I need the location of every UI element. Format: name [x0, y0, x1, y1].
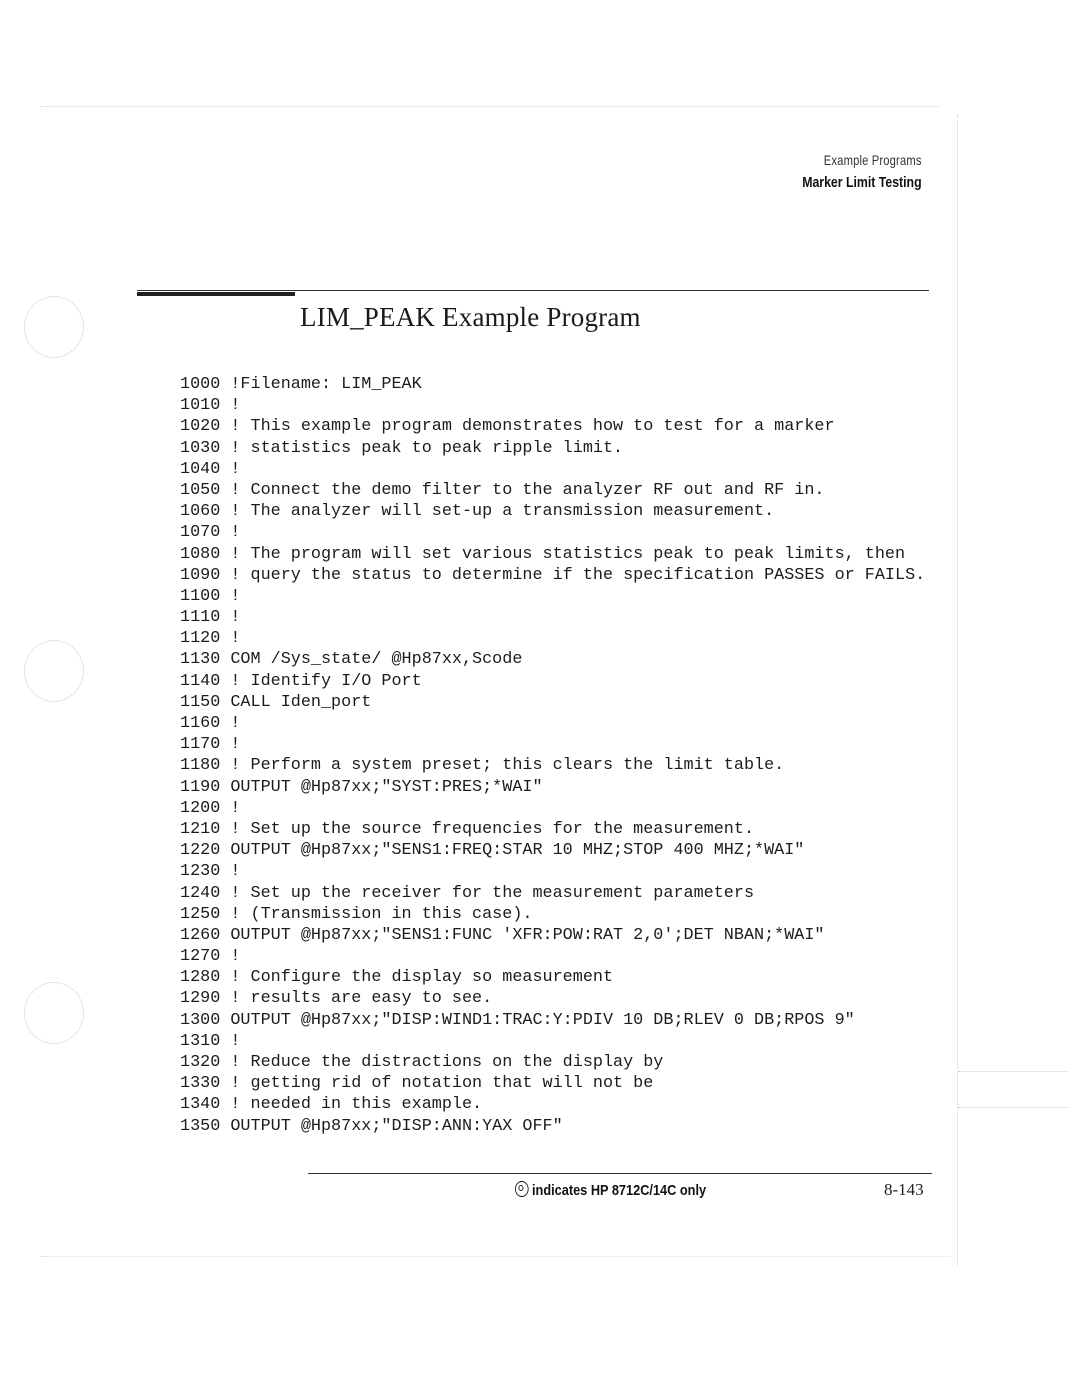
- scan-edge-top: [40, 106, 940, 107]
- code-listing: [180, 374, 925, 1137]
- footer-rule: [308, 1173, 932, 1174]
- code-line: 1190 OUTPUT @Hp87xx;"SYST:PRES;*WAI": [180, 777, 543, 797]
- code-line: 1310 !: [180, 1031, 241, 1051]
- code-line: 1330 ! getting rid of notation that will not be: [180, 1074, 654, 1094]
- page-edge-tick: [958, 1107, 1068, 1108]
- code-line: 1040 !: [180, 459, 241, 479]
- code-line: 1160 !: [180, 714, 241, 733]
- title-rule-accent: [137, 292, 295, 296]
- hp-8712c-icon: [515, 1181, 529, 1197]
- code-line: 1100 !: [180, 586, 241, 606]
- code-line: 1110 !: [180, 608, 241, 628]
- code-line: 1050 ! Connect the demo filter to the analyzer RF out and RF in.: [180, 480, 825, 500]
- code-line: 1290 ! results are easy to see.: [180, 989, 493, 1009]
- footer-note: [515, 1181, 706, 1199]
- header-section-title: Example Programs: [824, 152, 922, 168]
- code-line: 1000 !Filename: LIM_PEAK: [180, 375, 422, 394]
- code-line: 1030 ! statistics peak to peak ripple limit.: [180, 438, 624, 458]
- code-line: 1150 CALL Iden_port: [180, 692, 372, 712]
- code-line: 1240 ! Set up the receiver for the measurement parameters: [180, 883, 755, 903]
- running-header: [776, 152, 922, 191]
- code-line: 1120 !: [180, 629, 241, 649]
- header-subsection-title: Marker Limit Testing: [802, 174, 922, 191]
- code-line: 1070 !: [180, 523, 241, 543]
- punch-hole: [24, 982, 84, 1044]
- code-line: 1340 ! needed in this example.: [180, 1095, 483, 1115]
- code-line: 1130 COM /Sys_state/ @Hp87xx,Scode: [180, 650, 523, 670]
- code-line: 1140 ! Identify I/O Port: [180, 671, 422, 691]
- punch-hole: [24, 296, 84, 358]
- code-line: 1230 !: [180, 862, 241, 882]
- page-title: LIM_PEAK Example Program: [300, 302, 641, 332]
- page-edge-tick: [958, 1071, 1068, 1072]
- code-line: 1090 ! query the status to determine if the specification PASSES or FAILS.: [180, 565, 926, 585]
- code-line: 1020 ! This example program demonstrates how to test for a marker: [180, 417, 835, 437]
- scan-edge-bottom: [40, 1256, 950, 1257]
- code-line: 1170 !: [180, 735, 241, 755]
- page-edge-right: [957, 115, 958, 1265]
- punch-hole: [24, 640, 84, 702]
- code-line: 1010 !: [180, 396, 241, 416]
- code-line: 1350 OUTPUT @Hp87xx;"DISP:ANN:YAX OFF": [180, 1116, 563, 1136]
- code-line: 1200 !: [180, 798, 241, 818]
- code-line: 1180 ! Perform a system preset; this clears the limit table.: [180, 756, 785, 776]
- footer-note-text: indicates HP 8712C/14C only: [532, 1182, 707, 1199]
- code-line: 1080 ! The program will set various statistics peak to peak limits, then: [180, 544, 906, 564]
- code-line: 1060 ! The analyzer will set-up a transmission measurement.: [180, 502, 775, 522]
- code-line: 1260 OUTPUT @Hp87xx;"SENS1:FUNC 'XFR:POW:RAT 2,0';DET NBAN;*WAI": [180, 925, 825, 945]
- code-line: 1280 ! Configure the display so measurement: [180, 968, 614, 988]
- code-line: 1300 OUTPUT @Hp87xx;"DISP:WIND1:TRAC:Y:PDIV 10 DB;RLEV 0 DB;RPOS 9": [180, 1010, 855, 1030]
- title-rule: [137, 290, 929, 291]
- page-number: 8-143: [884, 1180, 924, 1199]
- code-line: 1210 ! Set up the source frequencies for the measurement.: [180, 819, 755, 839]
- code-line: 1270 !: [180, 947, 241, 967]
- code-line: 1250 ! (Transmission in this case).: [180, 904, 533, 924]
- code-line: 1220 OUTPUT @Hp87xx;"SENS1:FREQ:STAR 10 MHZ;STOP 400 MHZ;*WAI": [180, 841, 805, 861]
- code-line: 1320 ! Reduce the distractions on the display by: [180, 1053, 664, 1072]
